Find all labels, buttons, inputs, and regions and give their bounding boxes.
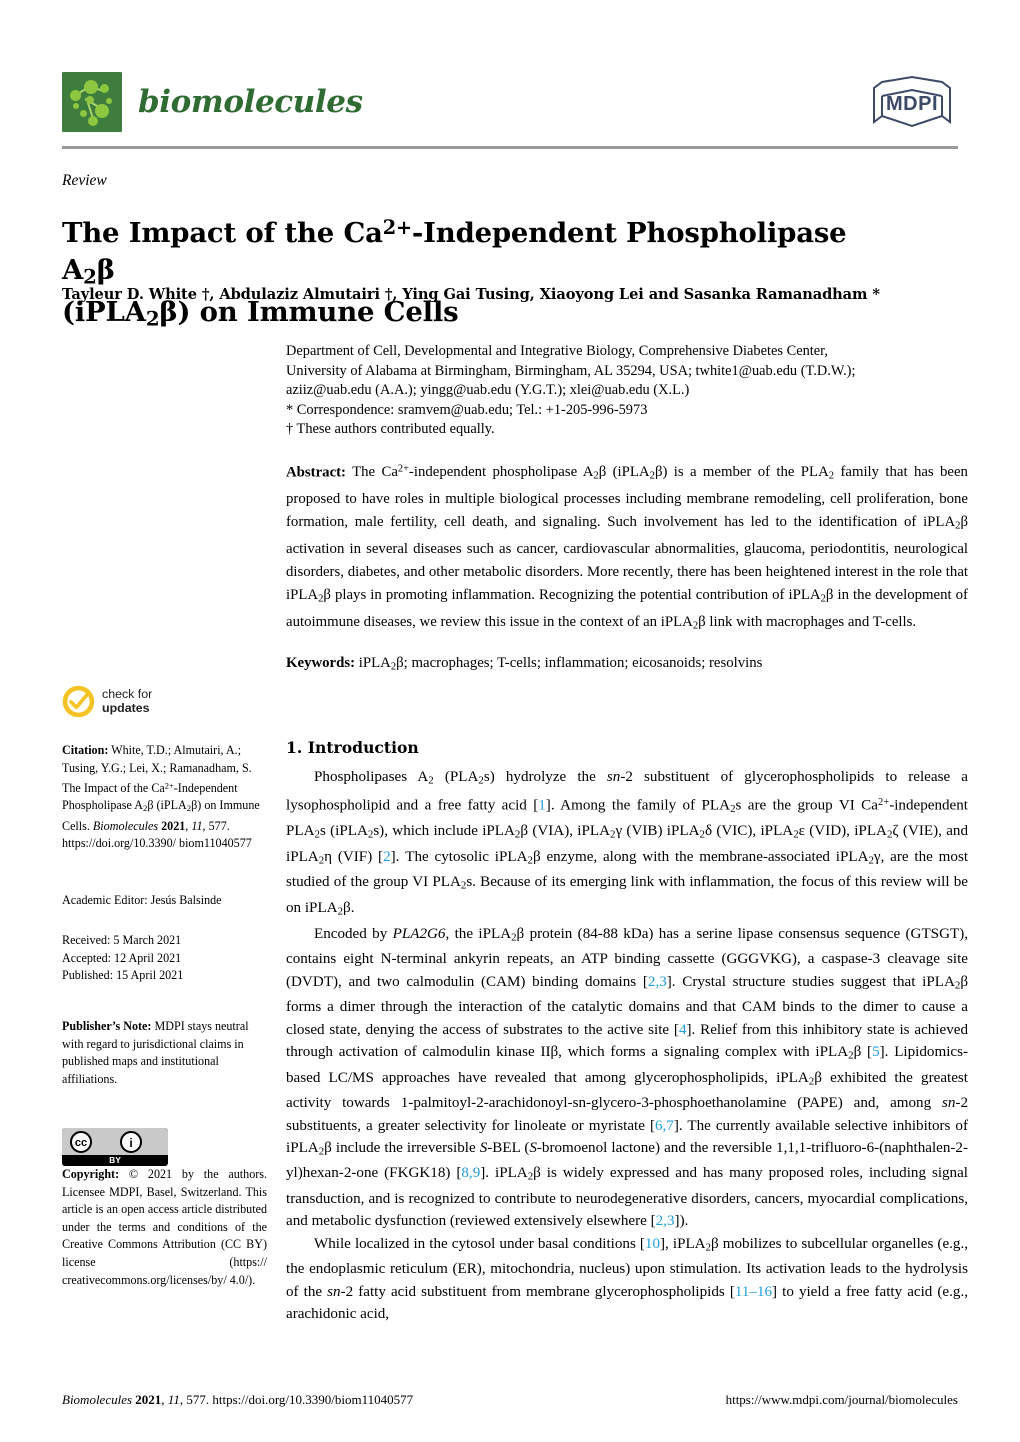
svg-text:MDPI: MDPI — [886, 93, 938, 115]
abstract-label: Abstract: — [286, 464, 346, 481]
academic-editor: Academic Editor: Jesús Balsinde — [62, 893, 222, 907]
title-sup-charge: 2+ — [382, 216, 412, 240]
paragraph-3: While localized in the cytosol under basal conditions [10], iPLA$_2$β mobilizes to subcellular organelles (e.g., the endoplasmic reticulum (ER), mitochondria, nucleus) upon stimulation. Its activation leads to the hydrolysis of the sn-2 fatty acid substituent from membrane glycerophospholipids [11–16] to yield a free fatty acid (e.g., arachidonic acid, — [286, 1235, 969, 1323]
title-part-2: -Independent Phospholipase A — [62, 217, 847, 286]
copyright-block — [62, 1166, 267, 1289]
citation-block — [62, 742, 267, 853]
affiliations — [286, 342, 962, 440]
correspondence-note: * Correspondence: sramvem@uab.edu; Tel.: +1-205-996-5973 — [286, 401, 648, 418]
check-for-updates-label — [102, 687, 152, 715]
paragraph-2: Encoded by PLA2G6, the iPLA$_2$β protein (84-88 kDa) has a serine lipase consensus sequence (GTSGT), contains eight N-terminal ankyrin repeats, an ATP binding cassette (GGGVKG), a caspase-3 cleavage site (DVDT), and two calmodulin (CAM) binding domains [2,3]. Crystal structure studies suggest that iPLA$_2$β forms a dimer through the interaction of the catalytic domains and that CAM binds to the dimer to cause a closed state, denying the access of substrates to the active site [4]. Relief from this inhibitory state is achieved through activation of calmodulin kinase IIβ, which forms a signaling complex with iPLA$_2$β [5]. Lipidomics-based LC/MS approaches have revealed that among glycerophospholipids, iPLA$_2$β exhibited the greatest activity towards 1-palmitoyl-2-arachidonoyl-sn-glycero-3-phosphoethanolamine (PAPE) and, among sn-2 substituents, a greater selectivity for linoleate or myristate [6,7]. The currently available selective inhibitors of iPLA$_2$β include the irreversible S-BEL (S-bromoenol lactone) and the reversible 1,1,1-trifluoro-6-(naphthalen-2-yl)hexan-2-one (FKGK18) [8,9]. iPLA$_2$β is widely expressed and has many proposed roles, including signal transduction, and is recognized to contribute to neurodegenerative disorders, cancers, myocardial complications, and metabolic dysfunction (reviewed extensively elsewhere [2,3]). — [286, 925, 968, 1230]
cc-icon: cc — [70, 1131, 92, 1153]
author-list: Tayleur D. White †, Abdulaziz Almutairi †, Ying Gai Tusing, Xiaoyong Lei and Sasanka Ramanadham * — [62, 286, 880, 303]
copyright-text: © 2021 by the authors. Licensee MDPI, Basel, Switzerland. This article is an open access article distributed under the terms and conditions of the Creative Commons Attribution (CC BY) license (https:// creativecommons.org/licenses/by/ 4.0/). — [62, 1167, 267, 1287]
masthead — [62, 72, 958, 144]
introduction-body — [286, 766, 968, 1325]
section-heading-introduction: 1. Introduction — [286, 738, 419, 757]
title-part-3: β — [96, 253, 115, 286]
header-divider — [62, 146, 958, 149]
accepted-date: Accepted: 12 April 2021 — [62, 950, 182, 965]
citation-text: White, T.D.; Almutairi, A.; Tusing, Y.G.; Lei, X.; Ramanadham, S. The Impact of the $Ca^{2+}$-Independent Phospholipase $A_2\beta$ (iPLA$_2$β) on Immune Cells. Biomolecules 2021, 11, 577. https://doi.org/10.3390/ biom11040577 — [62, 743, 260, 851]
title-part-4: (iPLA — [62, 295, 146, 328]
cc-by-label: BY — [109, 1155, 121, 1165]
published-date: Published: 15 April 2021 — [62, 968, 184, 983]
publisher-note-text: MDPI stays neutral with regard to jurisdictional claims in published maps and institutional affiliations. — [62, 1019, 249, 1086]
affiliation-line-1: Department of Cell, Developmental and Integrative Biology, Comprehensive Diabetes Center, — [286, 343, 828, 359]
keywords-label: Keywords: — [286, 655, 356, 671]
keywords-text: iPLA$_2$β; macrophages; T-cells; inflammation; eicosanoids; resolvins — [358, 655, 763, 673]
article-type: Review — [62, 172, 107, 189]
abstract-text: The $Ca^{2+}$-independent phospholipase $A_2\beta$ (iPLA$_2$β) is a member of the $PLA_2$ family that has been proposed to have roles in multiple biological processes including membrane remodeling, cell proliferation, bone formation, male fertility, cell death, and signaling. Such involvement has led to the identification of iPLA$_2$β activation in several diseases such as cancer, cardiovascular abnormalities, glaucoma, periodontitis, neurological disorders, diabetes, and other metabolic disorders. More recently, there has been heightened interest in the role that iPLA$_2$β plays in promoting inflammation. Recognizing the potential contribution of iPLA$_2$β in the development of autoimmune diseases, we review this issue in the context of an iPLA$_2$β link with macrophages and T-cells. — [286, 464, 968, 631]
creative-commons-badge[interactable] — [62, 1128, 168, 1166]
check-circle-icon — [62, 685, 95, 718]
check-updates-line1: check for — [102, 687, 153, 701]
article-dates — [62, 932, 267, 985]
check-for-updates-badge[interactable] — [62, 684, 222, 718]
received-date: Received: 5 March 2021 — [62, 933, 182, 947]
title-sub-2: 2 — [83, 263, 97, 288]
citation-label: Citation: — [62, 743, 109, 757]
publisher-note-label: Publisher’s Note: — [62, 1019, 152, 1033]
journal-title: biomolecules — [138, 84, 363, 120]
keywords-block — [286, 652, 968, 678]
abstract-block — [286, 458, 968, 637]
title-part-5: β) on Immune Cells — [159, 295, 459, 328]
footer-journal-url[interactable]: https://www.mdpi.com/journal/biomolecules — [725, 1392, 958, 1407]
cc-attribution-icon: i — [120, 1131, 142, 1153]
affiliation-line-2: University of Alabama at Birmingham, Birmingham, AL 35294, USA; twhite1@uab.edu (T.D.W.); — [286, 362, 856, 379]
biomolecules-logo-icon — [62, 72, 122, 132]
publisher-note — [62, 1018, 267, 1088]
journal-logo — [62, 72, 363, 132]
footer-citation — [62, 1392, 413, 1408]
footer-journal-name: Biomolecules — [62, 1392, 133, 1407]
check-updates-line2: updates — [102, 701, 150, 715]
mdpi-publisher-logo — [866, 74, 958, 132]
title-part-1: The Impact of the Ca — [62, 217, 383, 250]
page-title — [62, 210, 892, 336]
paragraph-1: Phospholipases $A_2$ $(PLA_2s)$ hydrolyze the sn-2 substituent of glycerophospholipids to release a lysophospholipid and a free fatty acid [1]. Among the family of $PLA_2s$ are the group VI $Ca^{2+}$-independent $PLA_2s$ (iPLA$_2$s), which include iPLA$_2$β (VIA), iPLA$_2$γ (VIB) iPLA$_2$δ (VIC), iPLA$_2$ε (VID), iPLA$_2$ζ (VIE), and iPLA$_2$η (VIF) [2]. The cytosolic iPLA$_2$β enzyme, along with the membrane-associated iPLA$_2$γ, are the most studied of the group VI $PLA_2s$. Because of its emerging link with inflammation, the focus of this review will be on iPLA$_2$β. — [286, 769, 969, 918]
footer-citation-rest: 2021, 11, 577. https://doi.org/10.3390/biom11040577 — [135, 1392, 414, 1407]
title-sub-2b: 2 — [145, 306, 160, 331]
copyright-label: Copyright: — [62, 1167, 120, 1181]
affiliation-line-3: aziiz@uab.edu (A.A.); yingg@uab.edu (Y.G.T.); xlei@uab.edu (X.L.) — [286, 382, 690, 399]
equal-contribution-note: † These authors contributed equally. — [286, 421, 495, 438]
